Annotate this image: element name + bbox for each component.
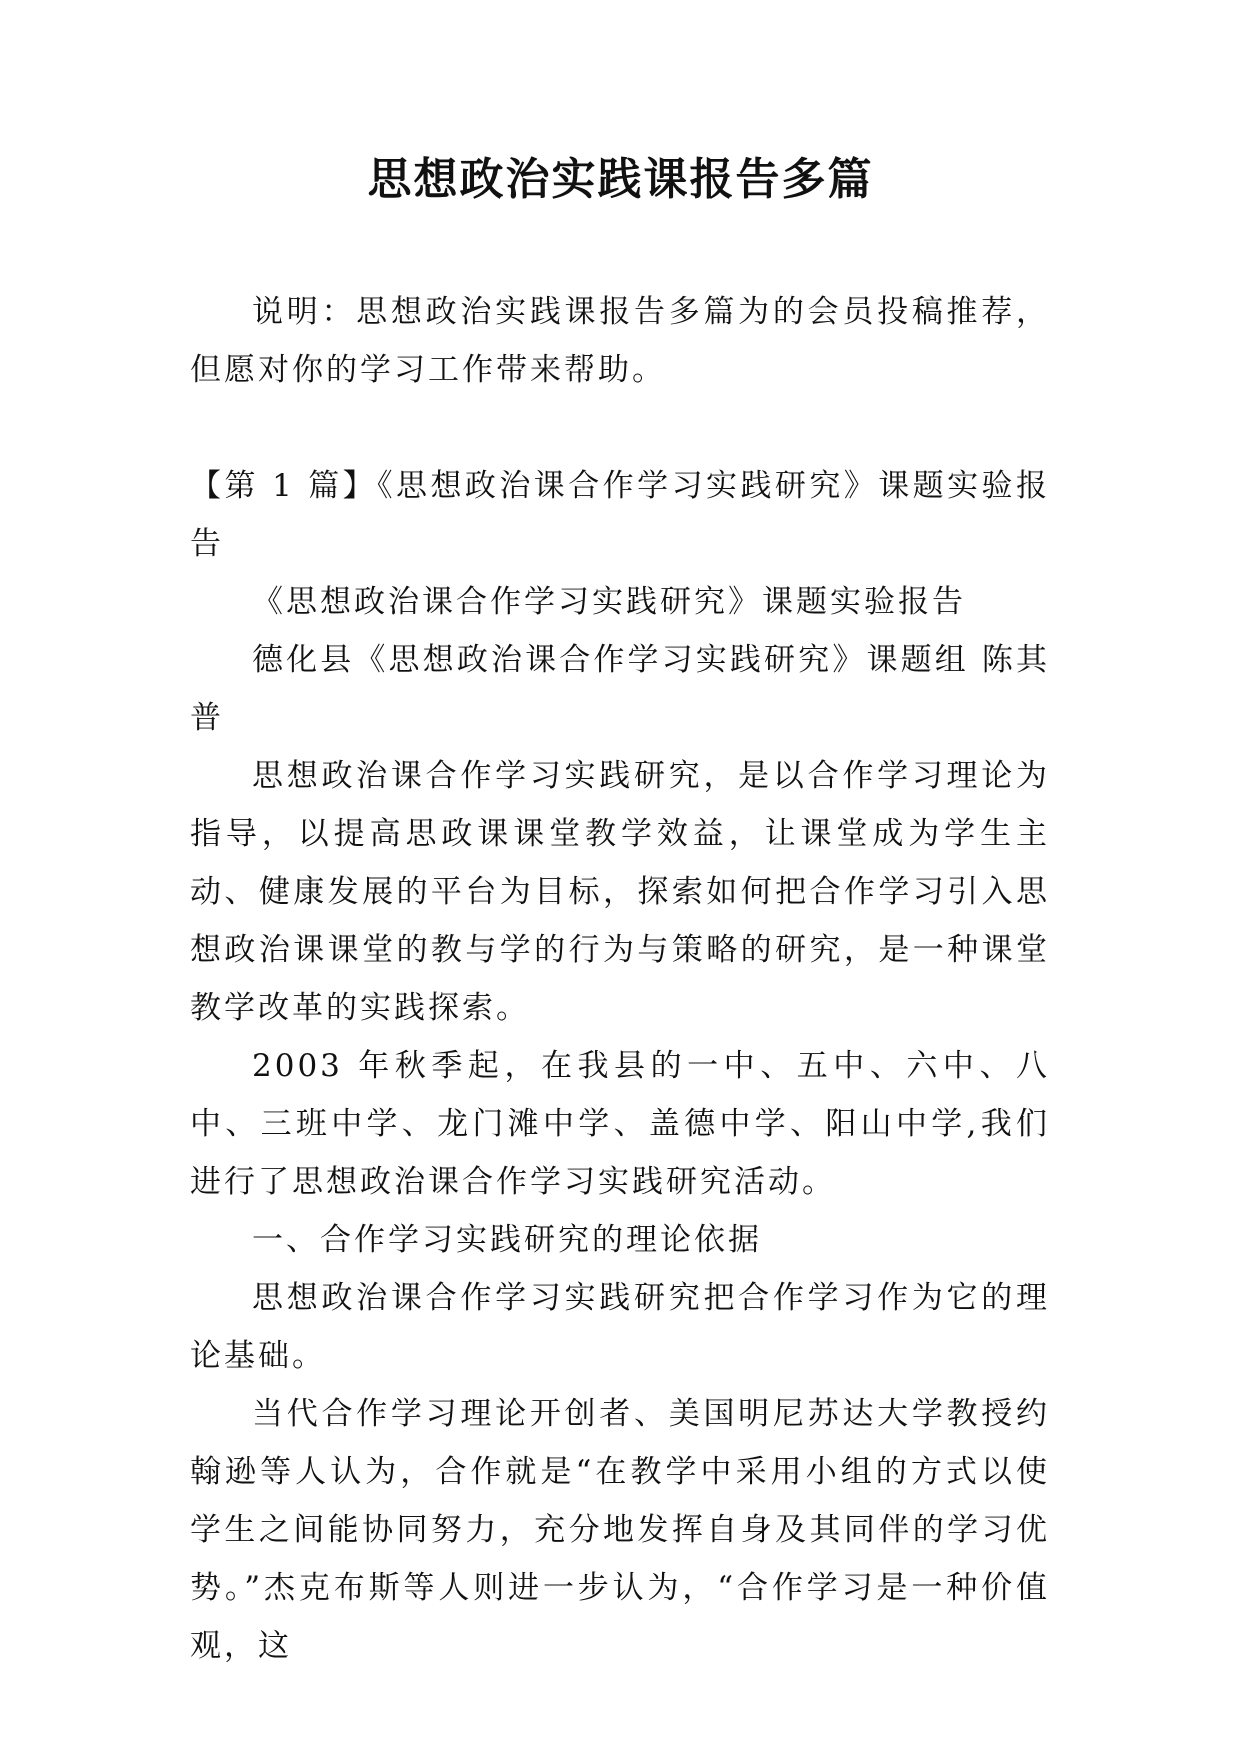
intro-paragraph: 说明：思想政治实践课报告多篇为的会员投稿推荐，但愿对你的学习工作带来帮助。 [190,294,1050,388]
paragraph-1: 思想政治课合作学习实践研究，是以合作学习理论为指导，以提高思政课课堂教学效益，让课堂成为学生主动、健康发展的平台为目标，探索如何把合作学习引入思想政治课课堂的教与学的行为与策略的研究，是一种课堂教学改革的实践探索。 [190,758,1050,1026]
paragraph-4: 当代合作学习理论开创者、美国明尼苏达大学教授约翰逊等人认为，合作就是“在教学中采用小组的方式以使学生之间能协同努力，充分地发挥自身及其同伴的学习优势。”杰克布斯等人则进一步认为，“合作学习是一种价值观，这 [190,1396,1050,1664]
document-title: 思想政治实践课报告多篇 [367,154,874,205]
spacer [190,399,1050,457]
section-heading: 一、合作学习实践研究的理论依据 [252,1222,762,1258]
paragraph-3: 思想政治课合作学习实践研究把合作学习作为它的理论基础。 [190,1280,1050,1374]
paragraph-2: 2003 年秋季起，在我县的一中、五中、六中、八中、三班中学、龙门滩中学、盖德中学、阳山中学,我们进行了思想政治课合作学习实践研究活动。 [190,1048,1050,1200]
article-heading: 【第 1 篇】《思想政治课合作学习实践研究》课题实验报告 [190,468,1050,562]
article-subtitle: 《思想政治课合作学习实践研究》课题实验报告 [252,584,966,620]
author-line: 德化县《思想政治课合作学习实践研究》课题组 陈其普 [190,642,1050,736]
document-body [190,283,1050,1675]
